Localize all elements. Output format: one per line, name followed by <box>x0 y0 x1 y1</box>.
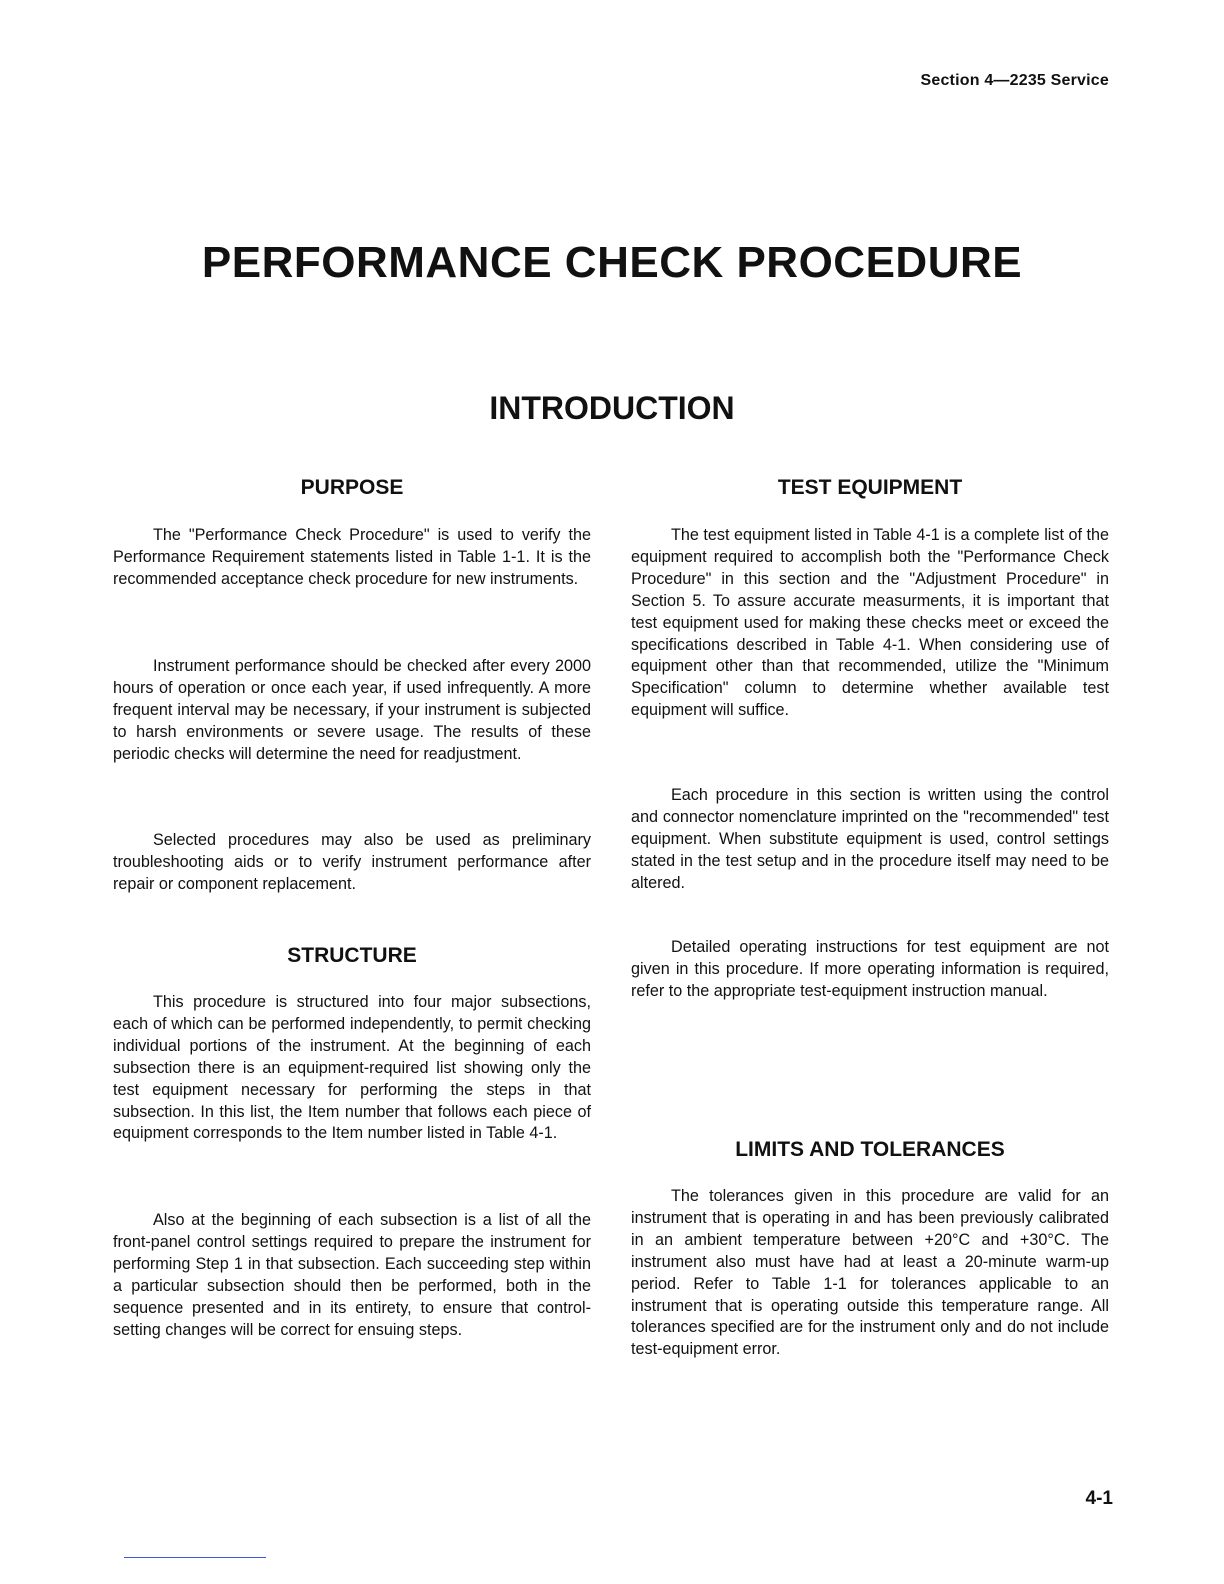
limits-heading: LIMITS AND TOLERANCES <box>735 1138 1005 1161</box>
page-number: 4-1 <box>1085 1488 1113 1509</box>
page-title: PERFORMANCE CHECK PROCEDURE <box>201 238 1023 287</box>
structure-paragraph-2: Also at the beginning of each subsection is a list of all the front-panel control settings required to prepare the instrument for performing Step 1 in that subsection. Each succeeding step within a particular subsection should then be performed, both in the sequence presented and in its entirety, to ensure that control-setting changes will be correct for ensuing steps. <box>113 1211 591 1339</box>
purpose-paragraph-3: Selected procedures may also be used as preliminary troubleshooting aids or to verify instrument performance after repair or component replacement. <box>113 831 591 893</box>
structure-heading: STRUCTURE <box>287 944 417 967</box>
purpose-paragraph-2: Instrument performance should be checked after every 2000 hours of operation or once each year, if used infrequently. A more frequent interval may be necessary, if your instrument is subjected to harsh environments or severe usage. The results of these periodic checks will determine the need for readjustment. <box>113 657 591 763</box>
structure-paragraph-1: This procedure is structured into four major subsections, each of which can be performed independently, to permit checking individual portions of the instrument. At the beginning of each subsection there is an equipment-required list showing only the test equipment necessary for performing the steps in that subsection. In this list, the Item number that follows each piece of equipment corresponds to the Item number listed in Table 4-1. <box>113 993 591 1143</box>
test-equipment-paragraph-2: Each procedure in this section is written using the control and connector nomenclature imprinted on the "recommended" test equipment. When substitute equipment is used, control settings stated in the test setup and in the procedure itself may need to be altered. <box>631 786 1109 892</box>
section-header: Section 4—2235 Service <box>920 72 1109 89</box>
test-equipment-paragraph-1: The test equipment listed in Table 4-1 is a complete list of the equipment required to accomplish both the "Performance Check Procedure" in this section and the "Adjustment Procedure" in Section 5. To assure accurate measurments, it is important that test equipment used for making these checks meet or exceed the specifications described in Table 4-1. When considering use of equipment other than that recommended, utilize the "Minimum Specification" column to determine whether available test equipment will suffice. <box>631 526 1109 720</box>
footer-rule <box>124 1557 266 1558</box>
purpose-heading: PURPOSE <box>300 476 404 499</box>
limits-paragraph-1: The tolerances given in this procedure are valid for an instrument that is operating in and has been previously calibrated in an ambient temperature between +20°C and +30°C. The instrument also must have had at least a 20-minute warm-up period. Refer to Table 1-1 for tolerances applicable to an instrument that is operating outside this temperature range. All tolerances specified are for the instrument only and do not include test-equipment error. <box>631 1187 1109 1359</box>
test-equipment-heading: TEST EQUIPMENT <box>777 476 963 499</box>
page-subtitle: INTRODUCTION <box>489 390 735 426</box>
test-equipment-paragraph-3: Detailed operating instructions for test equipment are not given in this procedure. If more operating information is required, refer to the appropriate test-equipment instruction manual. <box>631 938 1109 1000</box>
purpose-paragraph-1: The "Performance Check Procedure" is used to verify the Performance Requirement statements listed in Table 1-1. It is the recommended acceptance check procedure for new instruments. <box>113 526 591 588</box>
